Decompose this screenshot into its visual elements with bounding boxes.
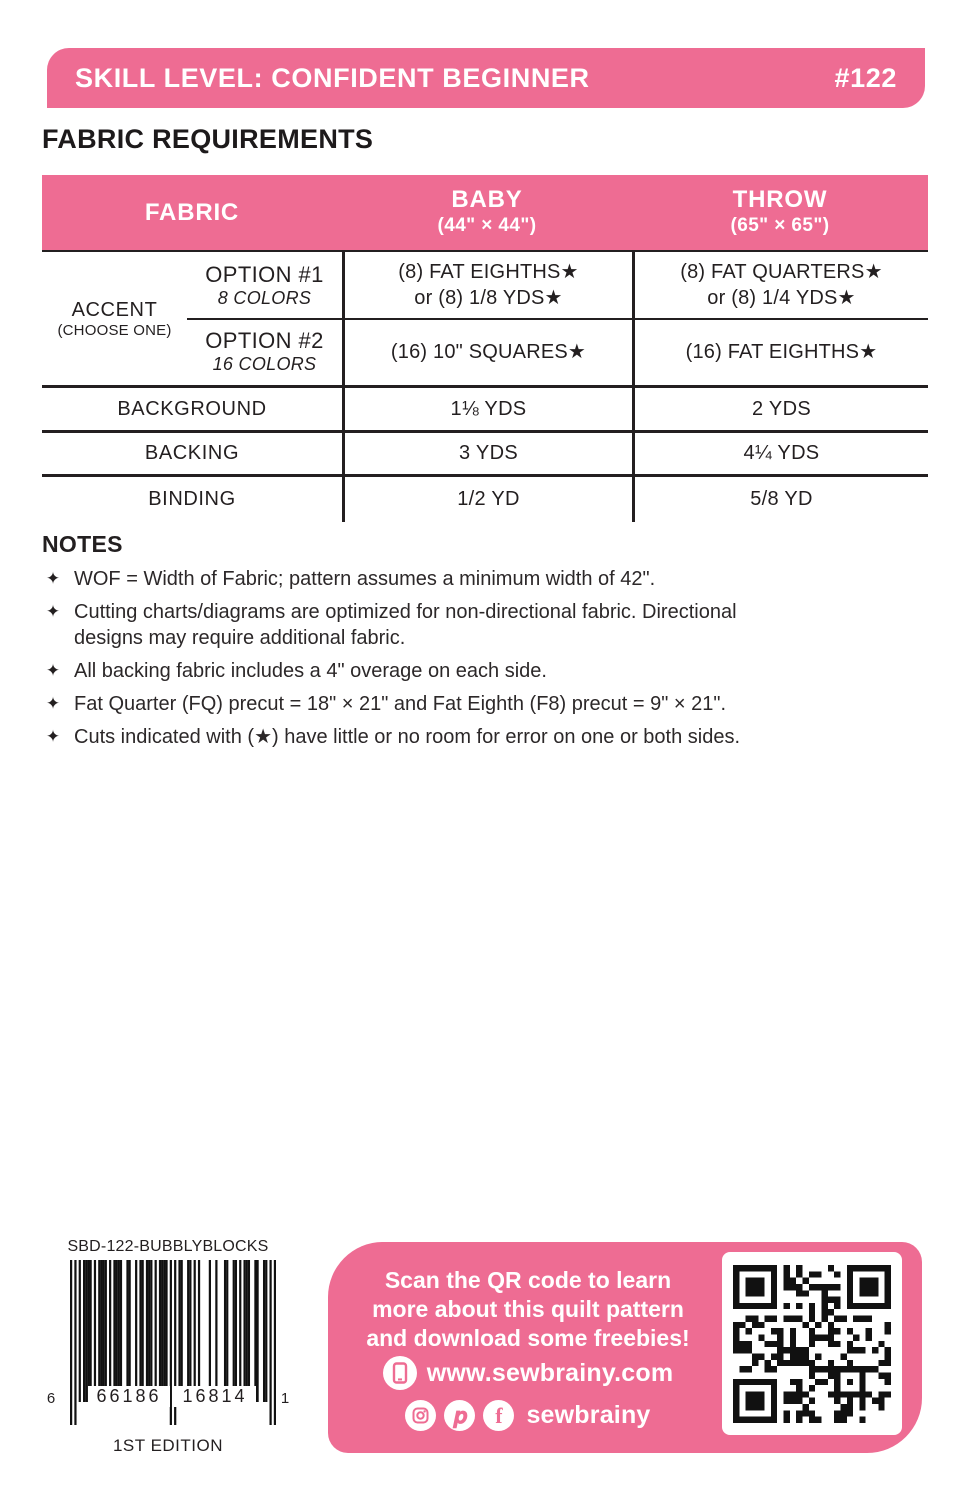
row-baby-value: 1/2 YD [342,477,632,522]
row-throw-value: 2 YDS [632,388,928,430]
note-item [42,566,912,592]
note-text: WOF = Width of Fabric; pattern assumes a minimum width of 42". [74,568,656,590]
instagram-icon[interactable] [405,1400,436,1431]
sparkle-bullet-icon: ✦ [45,602,61,621]
row-throw-value: 5/8 YD [632,477,928,522]
facebook-icon[interactable]: f [483,1400,514,1431]
fabric-requirements-table [42,175,928,522]
sparkle-bullet-icon: ✦ [45,727,61,746]
notes-list [42,566,912,750]
option-1-baby-value: (8) FAT EIGHTHS★ or (8) 1/8 YDS★ [398,261,579,309]
website-link[interactable]: www.sewbrainy.com [426,1358,674,1387]
barcode-left-digit: 6 [46,1390,56,1407]
note-text: Fat Quarter (FQ) precut = 18" × 21" and Fat Eighth (F8) precut = 9" × 21". [74,693,727,715]
notes-title: NOTES [42,531,123,557]
column-header-fabric [42,175,342,250]
notes-section [42,531,912,757]
barcode-block [48,1238,288,1460]
sparkle-bullet-icon: ✦ [45,661,61,680]
accent-sublabel: (CHOOSE ONE) [57,321,172,339]
social-row [338,1400,718,1431]
barcode-group-2: 16814 [174,1386,256,1407]
sparkle-bullet-icon: ✦ [45,694,61,713]
row-baby-value: 3 YDS [342,433,632,474]
accent-label: ACCENT [71,298,158,321]
baby-header-size: (44" × 44") [437,214,537,236]
column-header-throw [632,175,928,250]
note-text: Cutting charts/diagrams are optimized for non-directional fabric. Directional designs may require additional fabric. [74,601,737,649]
accent-rows [42,252,928,385]
note-item [42,724,912,750]
promo-message: Scan the QR code to learn more about this quilt pattern and download some freebies! [366,1267,690,1351]
barcode-group-1: 66186 [88,1386,170,1407]
barcode-right-digit: 1 [280,1390,290,1407]
note-item [42,658,912,684]
note-text: All backing fabric includes a 4" overage on each side. [74,660,547,682]
pinterest-icon[interactable]: 𝒑 [444,1400,475,1431]
row-throw-value: 4¼ YDS [632,433,928,474]
website-row [338,1356,718,1390]
option-1-throw-value: (8) FAT QUARTERS★ or (8) 1/4 YDS★ [680,261,883,309]
table-row-binding [42,474,928,522]
note-text: Cuts indicated with (★) have little or no room for error on one or both sides. [74,726,741,748]
qr-code[interactable] [722,1252,902,1435]
pattern-number: #122 [834,62,897,93]
option-2-label: OPTION #2 16 COLORS [205,328,324,374]
table-body [42,250,928,522]
sku-label: SBD-122-BUBBLYBLOCKS [67,1238,269,1255]
option-2-baby-value: (16) 10" SQUARES★ [390,340,587,363]
row-baby-value: 1⅛ YDS [342,388,632,430]
accent-label-cell [42,252,187,385]
baby-header-label: BABY [451,185,523,213]
fabric-requirements-title: FABRIC REQUIREMENTS [42,124,374,154]
option-divider-line [187,318,928,320]
fabric-header-label: FABRIC [144,198,240,226]
note-item [42,599,912,651]
social-handle[interactable]: sewbrainy [526,1401,651,1429]
phone-icon [383,1356,417,1390]
column-header-baby [342,175,632,250]
row-label: BACKGROUND [117,397,267,420]
row-label: BINDING [148,488,236,510]
throw-header-size: (65" × 65") [730,214,830,236]
table-header-row [42,175,928,250]
edition-label: 1ST EDITION [112,1436,224,1455]
skill-level-label: SKILL LEVEL: CONFIDENT BEGINNER [75,62,590,93]
table-row-backing [42,430,928,474]
promo-box [328,1242,922,1453]
table-row-background [42,385,928,430]
option-1-label: OPTION #1 8 COLORS [205,261,324,308]
option-2-throw-value: (16) FAT EIGHTHS★ [685,340,878,363]
sparkle-bullet-icon: ✦ [45,569,61,588]
skill-level-banner [47,48,925,108]
row-label: BACKING [144,442,240,464]
note-item [42,691,912,717]
throw-header-label: THROW [732,185,828,213]
